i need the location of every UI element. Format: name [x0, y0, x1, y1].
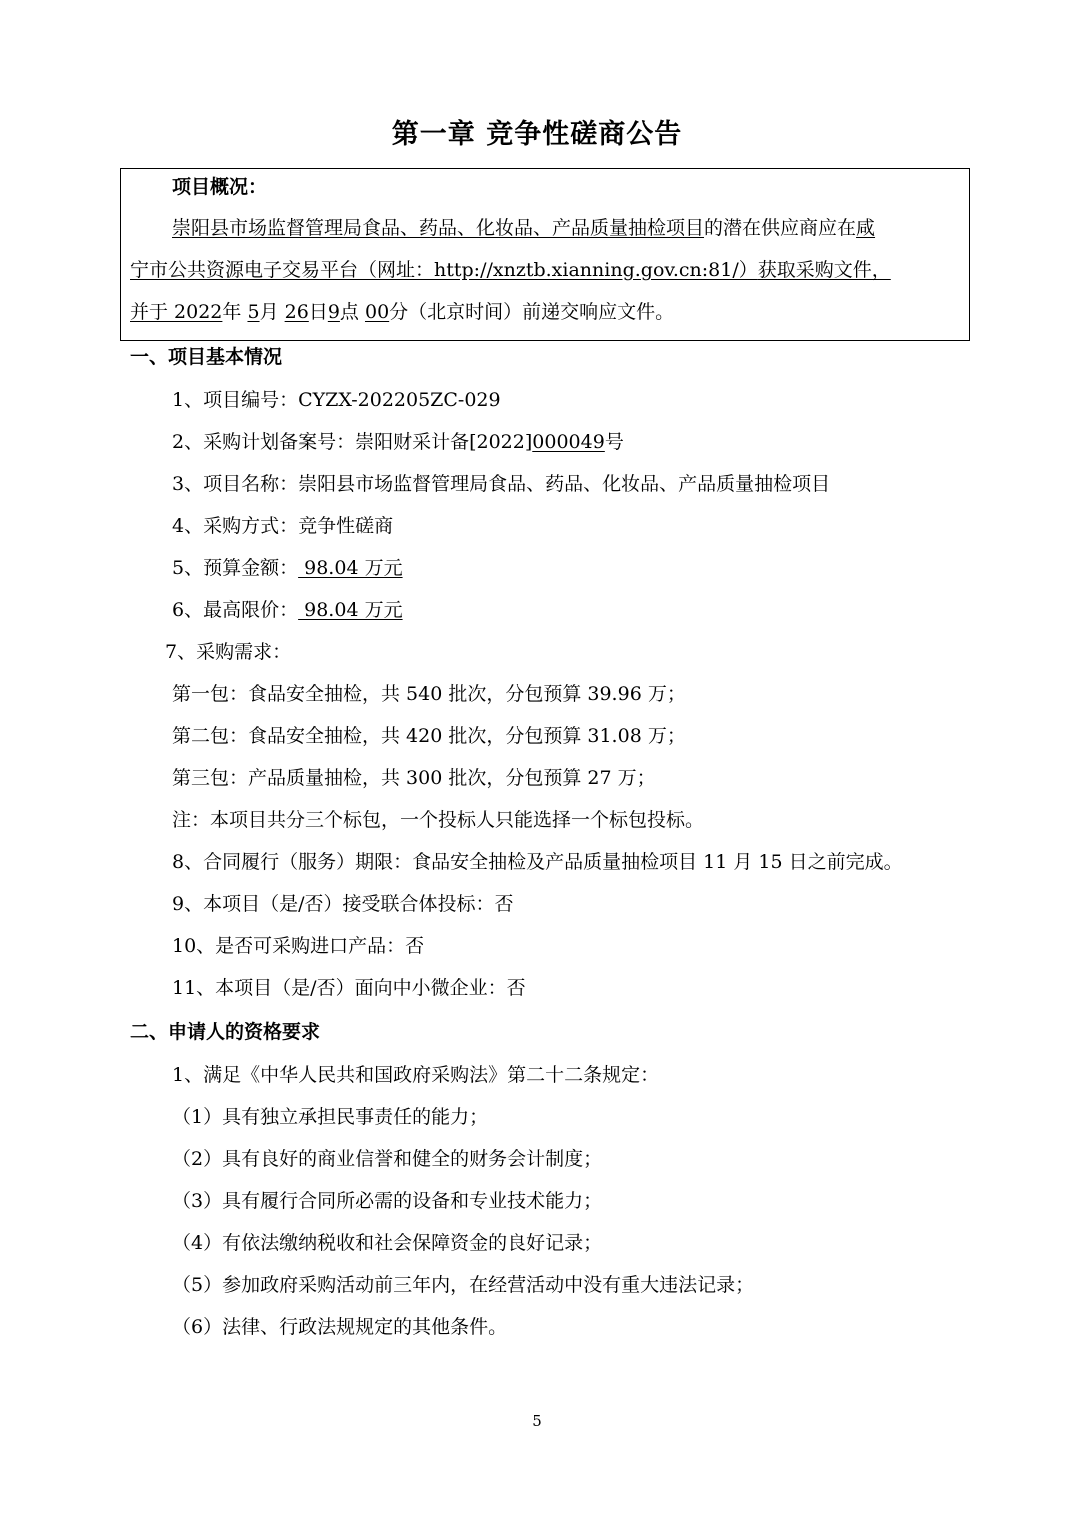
platform-url: 宁市公共资源电子交易平台（网址：http://xnztb.xianning.gov.cn:81/） — [130, 259, 758, 281]
item-sme: 11、本项目（是/否）面向中小微企业：否 — [172, 977, 526, 999]
requirement-6: （6）法律、行政法规规定的其他条件。 — [172, 1316, 508, 1338]
item-requirements: 7、采购需求： — [165, 641, 292, 663]
item-project-code: 1、项目编号：CYZX-202205ZC-029 — [172, 389, 501, 411]
overview-text: 的潜在供应商应在 — [704, 217, 857, 239]
package-1: 第一包：食品安全抽检，共 540 批次，分包预算 39.96 万； — [172, 683, 686, 705]
plan-number-suffix: 号 — [604, 431, 624, 453]
page-number: 5 — [532, 1412, 542, 1430]
item-plan-number — [172, 430, 624, 454]
max-price-value: 98.04 万元 — [298, 599, 403, 621]
deadline-text: 分（北京时间）前递交响应文件。 — [389, 301, 675, 323]
overview-heading: 项目概况： — [172, 176, 268, 198]
deadline-year: 并于 2022 — [130, 301, 223, 323]
project-name: 崇阳县市场监督管理局食品、药品、化妆品、产品质量抽检项目 — [172, 217, 705, 239]
deadline-month: 5 — [247, 301, 260, 323]
plan-number: 000049 — [532, 431, 605, 453]
requirement-1: （1）具有独立承担民事责任的能力； — [172, 1106, 489, 1128]
item-project-name: 3、项目名称：崇阳县市场监督管理局食品、药品、化妆品、产品质量抽检项目 — [172, 473, 831, 495]
overview-line-1 — [172, 216, 875, 240]
section-1-heading: 一、项目基本情况 — [130, 346, 283, 368]
package-note: 注：本项目共分三个标包，一个投标人只能选择一个标包投标。 — [172, 809, 705, 831]
budget-label: 5、预算金额： — [172, 557, 299, 579]
item-max-price — [172, 598, 403, 622]
overview-line-3 — [130, 300, 674, 324]
requirement-3: （3）具有履行合同所必需的设备和专业技术能力； — [172, 1190, 603, 1212]
package-2: 第二包：食品安全抽检，共 420 批次，分包预算 31.08 万； — [172, 725, 686, 747]
item-contract-period: 8、合同履行（服务）期限：食品安全抽检及产品质量抽检项目 11 月 15 日之前完成。 — [172, 851, 903, 873]
deadline-minute: 00 — [364, 301, 390, 323]
deadline-hour: 9 — [327, 301, 340, 323]
requirement-2: （2）具有良好的商业信誉和健全的财务会计制度； — [172, 1148, 603, 1170]
requirement-4: （4）有依法缴纳税收和社会保障资金的良好记录； — [172, 1232, 603, 1254]
package-3: 第三包：产品质量抽检，共 300 批次，分包预算 27 万； — [172, 767, 656, 789]
deadline-text: 月 — [259, 301, 279, 323]
max-price-label: 6、最高限价： — [172, 599, 299, 621]
plan-number-prefix: 2、采购计划备案号：崇阳财采计备[2022] — [172, 431, 533, 453]
requirement-5: （5）参加政府采购活动前三年内，在经营活动中没有重大违法记录； — [172, 1274, 755, 1296]
deadline-day: 26 — [284, 301, 309, 323]
item-consortium: 9、本项目（是/否）接受联合体投标：否 — [172, 893, 514, 915]
item-procurement-method: 4、采购方式：竞争性磋商 — [172, 515, 394, 537]
platform-name: 咸 — [856, 217, 876, 239]
deadline-text: 年 — [222, 301, 242, 323]
overview-line-2 — [130, 258, 891, 282]
item-budget — [172, 556, 403, 580]
deadline-text: 日 — [308, 301, 328, 323]
chapter-title: 第一章 竞争性磋商公告 — [391, 119, 683, 150]
overview-text: 获取采购文件， — [757, 259, 891, 281]
requirement-law: 1、满足《中华人民共和国政府采购法》第二十二条规定： — [172, 1064, 660, 1086]
item-imports: 10、是否可采购进口产品：否 — [172, 935, 425, 957]
section-2-heading: 二、申请人的资格要求 — [130, 1021, 321, 1043]
budget-value: 98.04 万元 — [298, 557, 403, 579]
deadline-text: 点 — [339, 301, 359, 323]
